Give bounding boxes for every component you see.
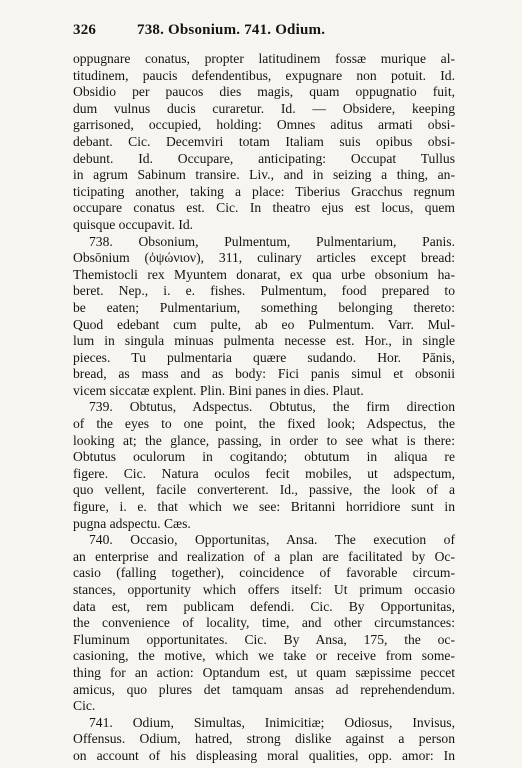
text-line: of the eyes to one point, the fixed look; Adspectus, the: [73, 416, 455, 432]
text-line: looking at; the glance, passing, in order to see what is there:: [73, 432, 455, 448]
text-line: on account of his displeasing moral qualities, opp. amor: In: [73, 747, 455, 763]
text-line: dum vulnus ducis curaretur. Id. — Obsidere, keeping: [73, 100, 455, 116]
text-line: oppugnare conatus, propter latitudinem fossæ murique al-: [73, 51, 455, 66]
text-line: garrisoned, occupied, holding: Omnes aditus armati obsi-: [73, 117, 455, 133]
text-line: Fluminum opportunitates. Cic. By Ansa, 175, the oc-: [73, 631, 455, 647]
text-line: titudinem, paucis defendentibus, expugnare non potuit. Id.: [73, 67, 455, 83]
text-line: ticipating another, taking a place: Tiberius Gracchus regnum: [73, 183, 455, 199]
text-line: figure, i. e. that which we see: Britanni horridiore sunt in: [73, 499, 455, 515]
text-line: casioning, the motive, which we take or receive from some-: [73, 648, 455, 664]
text-line: Themistocli rex Myuntem donarat, ex qua urbe obsonium ha-: [73, 266, 455, 282]
running-title: 738. Obsonium. 741. Odium.: [137, 22, 326, 38]
text-line: Obsōnium (ὀψώνιον), 311, culinary articles except bread:: [73, 250, 455, 266]
text-line: data est, rem publicam defendi. Cic. By Opportunitas,: [73, 598, 455, 614]
text-line: be eaten; Pulmentarium, something belonging thereto:: [73, 299, 455, 315]
text-line: Offensus. Odium, hatred, strong dislike against a person: [73, 731, 455, 747]
text-line: lum in singula minuas pulmenta necesse est. Hor., in single: [73, 333, 455, 349]
text-line: stances, opportunity which offers itself: Ut primum occasio: [73, 582, 455, 597]
text-line: the convenience of locality, time, and other circumstances:: [73, 615, 455, 631]
text-line: Cic.: [73, 698, 96, 714]
text-line: in agrum Sabinum transire. Liv., and in seizing a thing, an-: [73, 167, 455, 183]
text-line: casio (falling together), coincidence of favorable circum-: [73, 565, 455, 581]
text-line: debant. Cic. Decemviri totam Italiam suis opibus obsi-: [73, 133, 455, 149]
text-line: 740. Occasio, Opportunitas, Ansa. The execution of: [89, 532, 455, 548]
text-line: bread, as mass and as body: Fici panis simul et obsonii: [73, 366, 455, 382]
text-line: 739. Obtutus, Adspectus. Obtutus, the firm direction: [89, 399, 455, 415]
text-line: quisque occupavit. Id.: [73, 216, 194, 232]
text-line: figere. Cic. Natura oculos fecit mobiles, ut adspectum,: [73, 465, 455, 481]
text-line: occupare conatus est. Cic. In theatro ejus est locus, quem: [73, 200, 455, 216]
text-line: an enterprise and realization of a plan are facilitated by Oc-: [73, 548, 455, 564]
text-line: pugna adspectu. Cæs.: [73, 515, 191, 531]
text-line: amicus, quo plures det tamquam ansas ad reprehendendum.: [73, 681, 455, 697]
text-line: pieces. Tu pulmentaria quære sudando. Hor. Pānis,: [73, 349, 455, 365]
running-header: [73, 22, 455, 42]
text-line: thing for an action: Optandum est, ut quam sæpissime peccet: [73, 664, 455, 680]
text-line: 738. Obsonium, Pulmentum, Pulmentarium, Panis.: [89, 233, 455, 249]
text-line: vicem siccatæ explent. Plin. Bini panes in dies. Plaut.: [73, 382, 364, 398]
text-line: quo vellent, facile converterent. Id., passive, the look of a: [73, 482, 455, 498]
text-line: 741. Odium, Simultas, Inimicitiæ; Odiosus, Invisus,: [89, 714, 455, 730]
page-body: [73, 51, 455, 765]
text-line: Obsidio per paucos dies magis, quam oppugnatio fuit,: [73, 84, 455, 100]
text-line: Obtutus oculorum in cogitando; obtutum in aliqua re: [73, 449, 455, 465]
text-line: Quod edebant cum pulte, ab eo Pulmentum. Varr. Mul-: [73, 316, 455, 332]
text-line: beret. Nep., i. e. fishes. Pulmentum, food prepared to: [73, 283, 455, 299]
page-number: 326: [73, 22, 97, 38]
text-line: debunt. Id. Occupare, anticipating: Occupat Tullus: [73, 150, 455, 166]
